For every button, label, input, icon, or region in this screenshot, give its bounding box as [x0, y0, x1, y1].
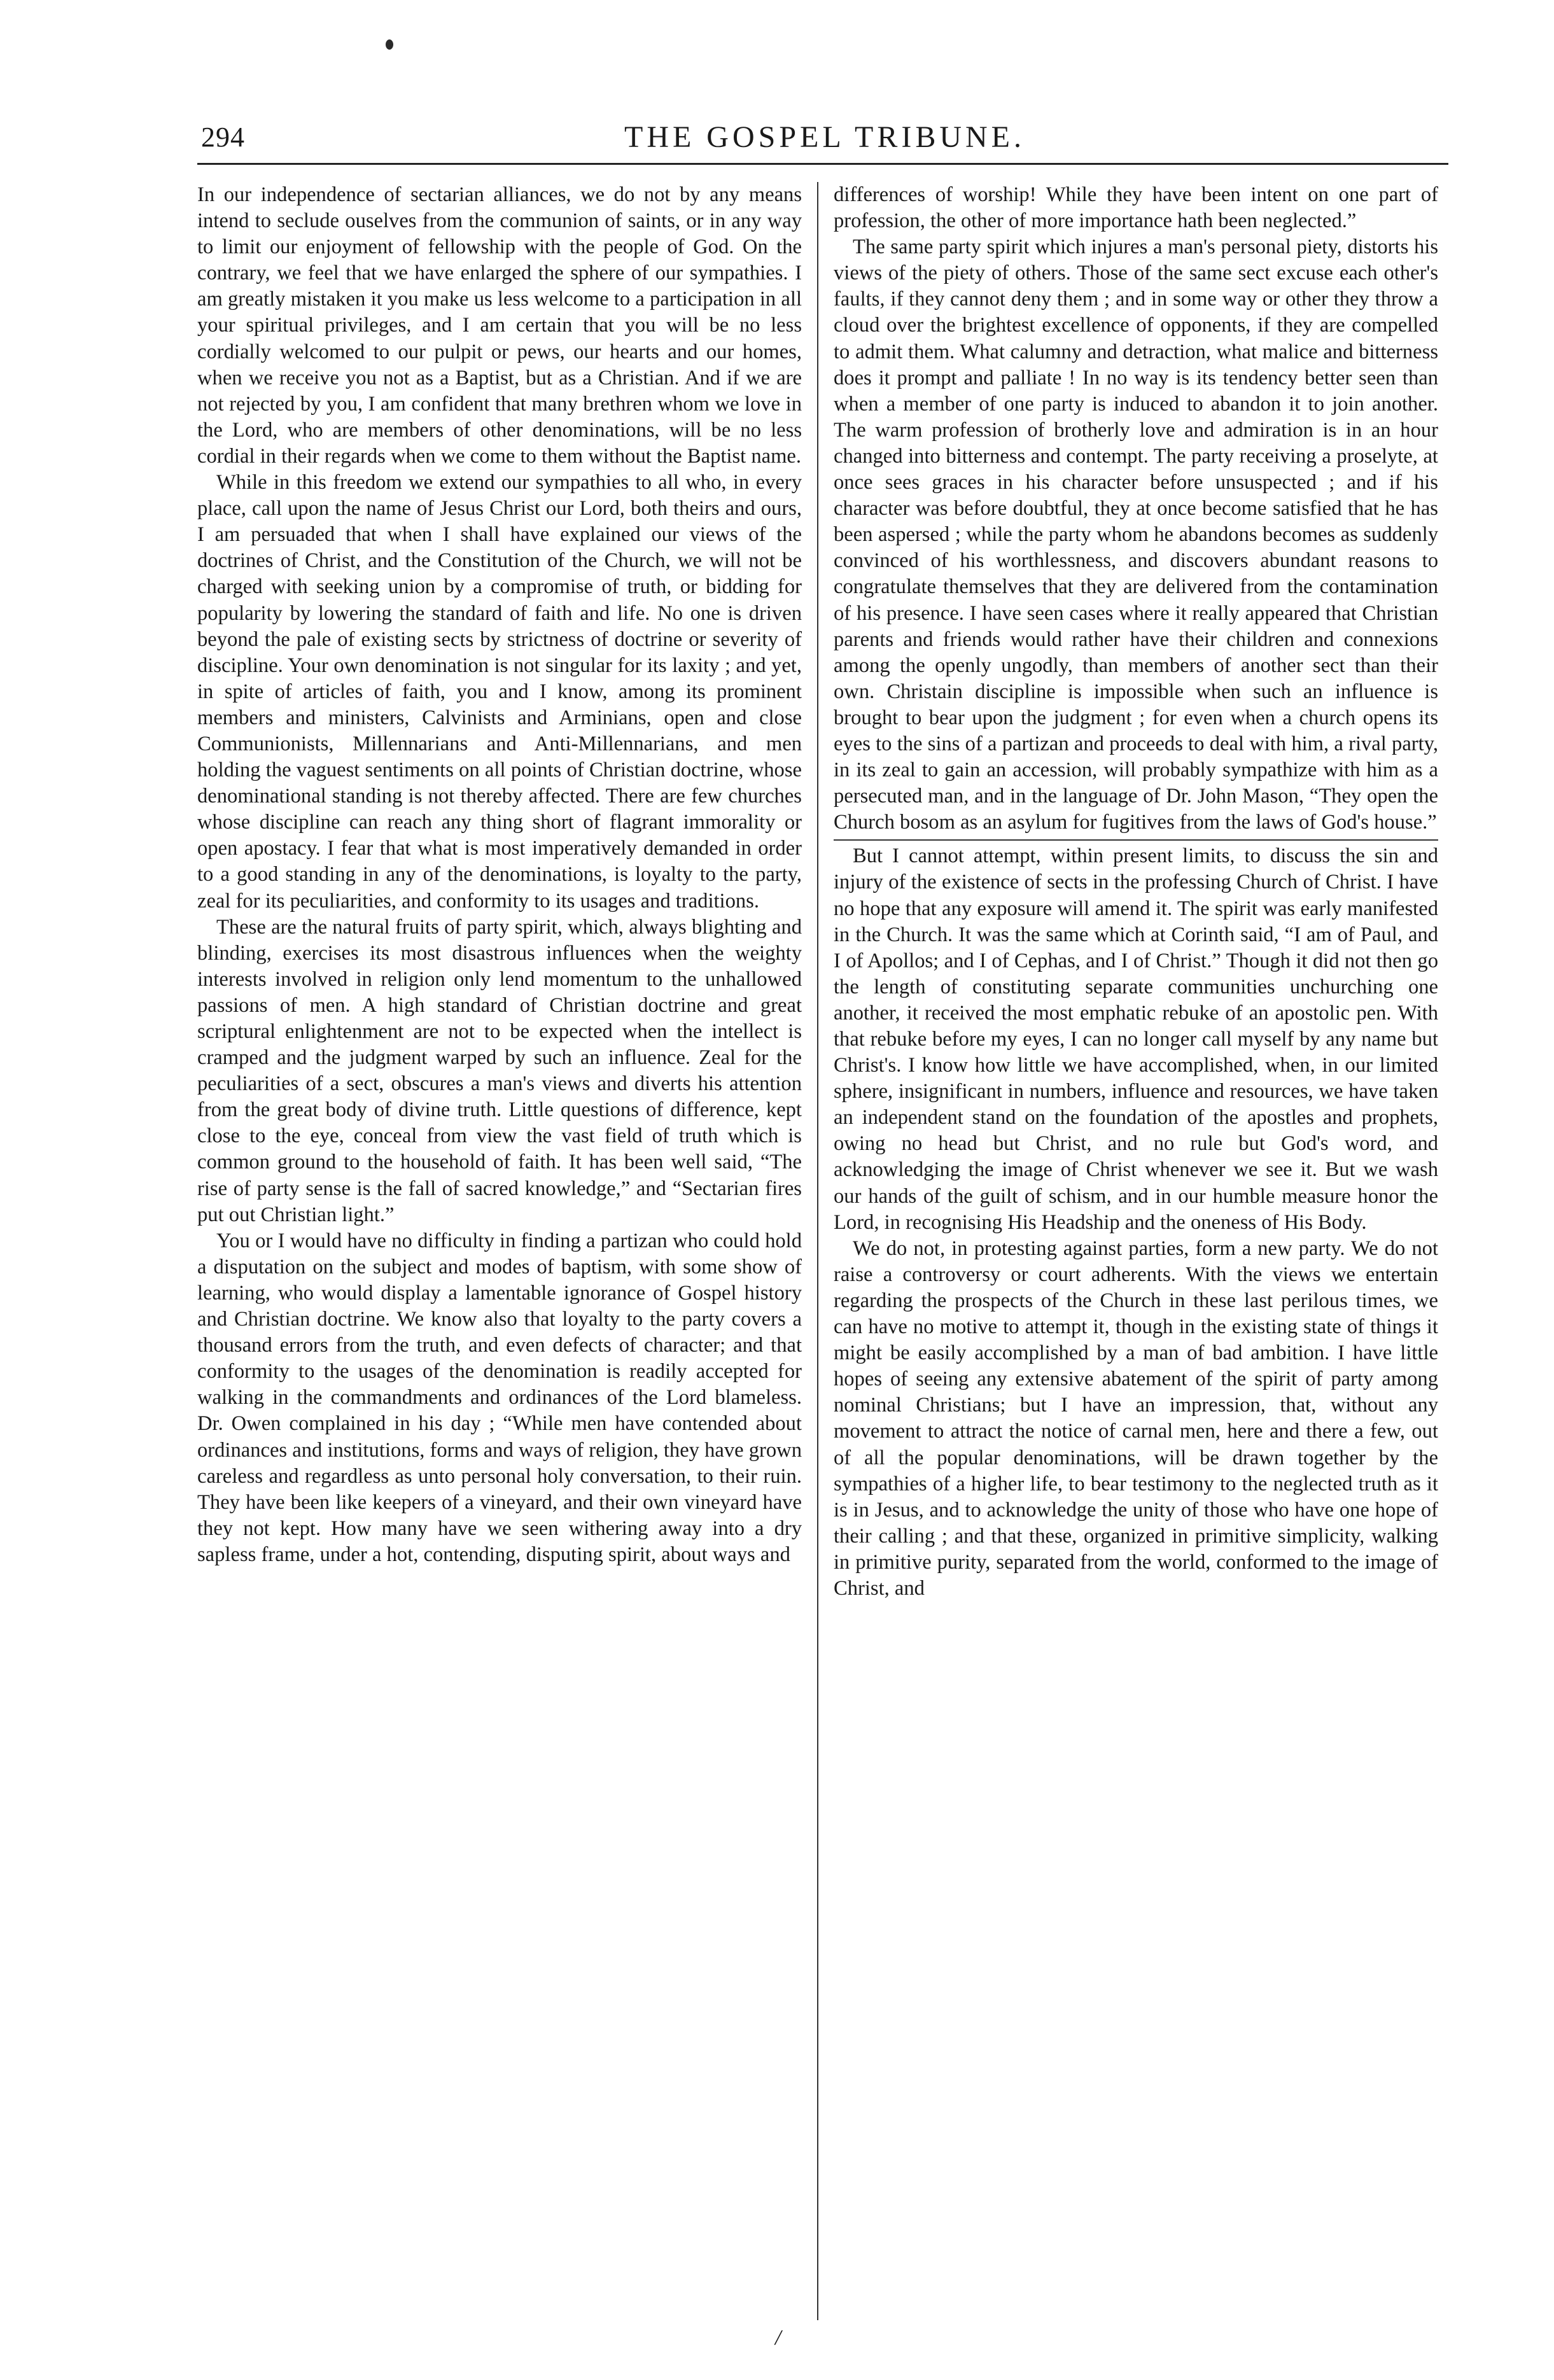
paragraph: The same party spirit which injures a man's personal piety, distorts his views of the piety of others. Those of the same sect excuse each other's faults, if they cannot deny them ; and in some way or other they throw a cloud over the brightest excellence of opponents, if they are compelled to admit them. What calumny and detraction, what malice and bitterness does it prompt and palliate ! In no way is its tendency better seen than when a member of one party is induced to abandon it to join another. The warm profession of brotherly love and admiration is in an hour changed into bitterness and contempt. The party receiving a proselyte, at once sees graces in his character before unsuspected ; and if his character was before doubtful, they at once become satisfied that he has been aspersed ; while the party whom he abandons becomes as suddenly convinced of his worthlessness, and discovers abundant reasons to congratulate themselves that they are delivered from the contamination of his presence. I have seen cases where it really appeared that Christian parents and friends would rather have their children and connexions among the openly ungodly, than members of another sect than their own. Christain discipline is impossible when such an influence is brought to bear upon the judgment ; for even when a church opens its eyes to the sins of a partizan and proceeds to deal with him, a rival party, in its zeal to gain an accession, will probably sympathize with him as a persecuted man, and in the language of Dr. John Mason, “They open the Church bosom as an asylum for fugitives from the laws of God's house.”	[834, 235, 1438, 834]
column-divider	[817, 182, 818, 2320]
text-columns	[197, 182, 1448, 2320]
paragraph: While in this freedom we extend our sympathies to all who, in every place, call upon the name of Jesus Christ our Lord, both theirs and ours, I am persuaded that when I shall have explained our views of the doctrines of Christ, and the Constitution of the Church, we will not be charged with seeking union by a compromise of truth, or bidding for popularity by lowering the standard of faith and life. No one is driven beyond the pale of existing sects by strictness of doctrine or severity of discipline. Your own denomination is not singular for its laxity ; and yet, in spite of articles of faith, you and I know, among its prominent members and ministers, Calvinists and Arminians, open and close Communionists, Millennarians and Anti-Millennarians, and men holding the vaguest sentiments on all points of Christian doctrine, whose denominational standing is not thereby affected. There are few churches whose discipline can reach any thing short of flagrant immorality or open apostacy. I fear that what is most imperatively demanded in order to a good standing in any of the denominations, is loyalty to the party, zeal for its peculiarities, and conformity to its usages and traditions.	[197, 471, 802, 913]
paragraph: But I cannot attempt, within present limits, to discuss the sin and injury of the existence of sects in the professing Church of Christ. I have no hope that any exposure will amend it. The spirit was early manifested in the Church. It was the same which at Corinth said, “I am of Paul, and I of Apollos; and I of Cephas, and I of Christ.” Though it did not then go the length of constituting separate communities unchurching one another, it received the most emphatic rebuke of an apostolic pen. With that rebuke before my eyes, I can no longer call myself by any name but Christ's. I know how little we have accomplished, when, in our limited sphere, insignificant in numbers, influence and resources, we have taken an independent stand on the foundation of the apostles and prophets, owing no head but Christ, and no rule but God's word, and acknowledging the image of Christ whenever we see it. But we wash our hands of the guilt of schism, and in our humble measure honor the Lord, in recognising His Headship and the oneness of His Body.	[834, 844, 1438, 1234]
header-rule	[197, 163, 1448, 165]
footer-mark: /	[775, 2326, 781, 2349]
right-column	[834, 182, 1438, 2320]
page-number: 294	[201, 122, 245, 153]
ink-dot	[386, 39, 393, 50]
paragraph: We do not, in protesting against parties, form a new party. We do not raise a controversy or court adherents. With the views we entertain regarding the prospects of the Church in these last perilous times, we can have no motive to attempt it, though in the existing state of things it might be easily accomplished by a man of bad ambition. I have little hopes of seeing any extensive abatement of the spirit of party among nominal Christians; but I have an impression, that, without any movement to attract the notice of carnal men, here and there a few, out of all the popular denominations, will be drawn together by the sympathies of a higher life, to bear testimony to the neglected truth as it is in Jesus, and to acknowledge the unity of those who have one hope of their calling ; and that these, organized in primitive simplicity, walking in primitive purity, separated from the world, conformed to the image of Christ, and	[834, 1236, 1438, 1600]
paragraph: In our independence of sectarian alliances, we do not by any means intend to seclude ouselves from the communion of saints, or in any way to limit our enjoyment of fellowship with the people of God. On the contrary, we feel that we have enlarged the sphere of our sympathies. I am greatly mistaken it you make us less welcome to a participation in all your spiritual privileges, and I am certain that you will be no less cordially welcomed to our pulpit or pews, our hearts and our homes, when we receive you not as a Baptist, but as a Christian. And if we are not rejected by you, I am confident that many brethren whom we love in the Lord, who are members of other denominations, will be no less cordial in their regards when we come to them without the Baptist name.	[197, 183, 802, 468]
running-title: THE GOSPEL TRIBUNE.	[624, 120, 1025, 154]
section-rule	[834, 839, 1438, 841]
left-column	[197, 182, 802, 2320]
paragraph: You or I would have no difficulty in finding a partizan who could hold a disputation on the subject and modes of baptism, with some show of learning, who would display a lamentable ignorance of Gospel history and Christian doctrine. We know also that loyalty to the party covers a thousand errors from the truth, and even defects of character; and that conformity to the usages of the denomination is readily accepted for walking in the commandments and ordinances of the Lord blameless. Dr. Owen complained in his day ; “While men have contended about ordinances and institutions, forms and ways of religion, they have grown careless and regardless as unto personal holy conversation, to their ruin. They have been like keepers of a vineyard, and their own vineyard have they not kept. How many have we seen withering away into a dry sapless frame, under a hot, contending, disputing spirit, about ways and	[197, 1229, 802, 1566]
paragraph: differences of worship! While they have been intent on one part of profession, the other of more importance hath been neglected.”	[834, 183, 1438, 233]
page-header	[201, 118, 1448, 157]
paragraph: These are the natural fruits of party spirit, which, always blighting and blinding, exercises its most disastrous influences when the weighty interests involved in religion only lend momentum to the unhallowed passions of men. A high standard of Christian doctrine and great scriptural enlightenment are not to be expected when the intellect is cramped and the judgment warped by such an influence. Zeal for the peculiarities of a sect, obscures a man's views and diverts his attention from the great body of divine truth. Little questions of difference, kept close to the eye, conceal from view the vast field of truth which is common ground to the household of faith. It has been well said, “The rise of party sense is the fall of sacred knowledge,” and “Sectarian fires put out Christian light.”	[197, 915, 802, 1226]
